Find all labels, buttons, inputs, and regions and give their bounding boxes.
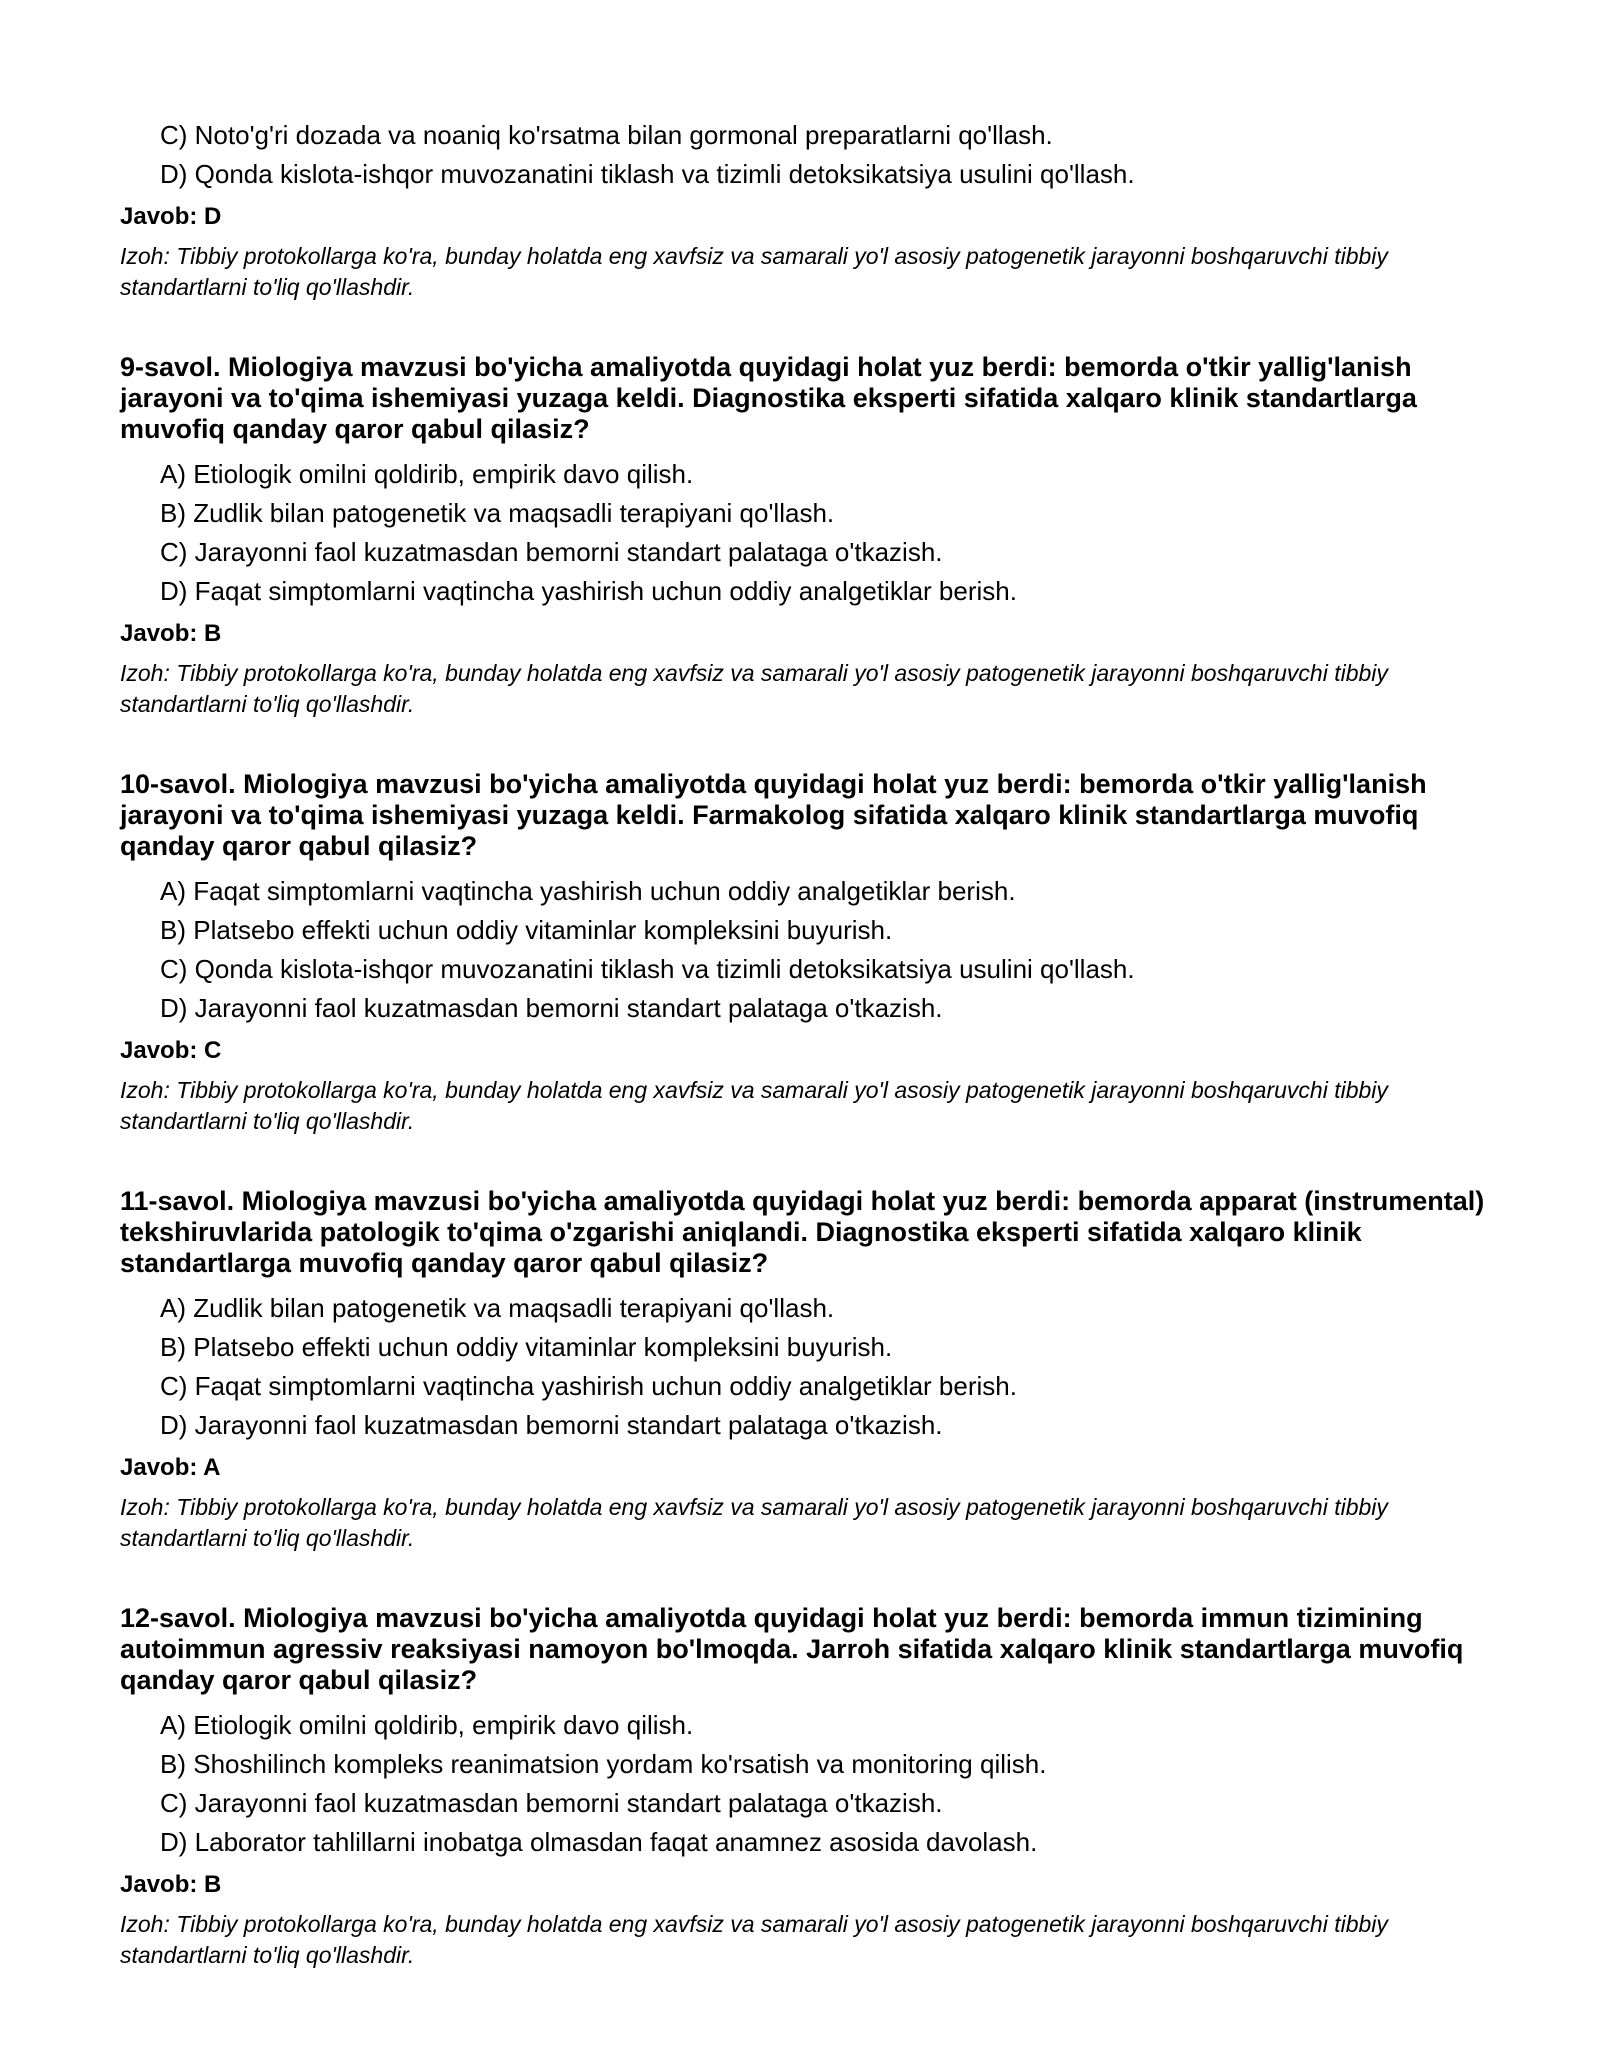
option-c: C) Jarayonni faol kuzatmasdan bemorni standart palataga o'tkazish.: [160, 1788, 943, 1818]
option-d: D) Laborator tahlillarni inobatga olmasdan faqat anamnez asosida davolash.: [160, 1827, 1038, 1857]
explanation-note: Izoh: Tibbiy protokollarga ko'ra, bunday holatda eng xavfsiz va samarali yo'l asosiy patogenetik jarayonni boshqaruvchi tibbiy standartlarni to'liq qo'llashdir.: [120, 1911, 1388, 1968]
question-title: 10-savol. Miologiya mavzusi bo'yicha amaliyotda quyidagi holat yuz berdi: bemorda o'tkir yallig'lanish jarayoni va to'qima ishemiyasi yuzaga keldi. Farmakolog sifatida xalqaro klinik standartlarga muvofiq qanday qaror qabul qilasiz?: [120, 769, 1427, 861]
question-block-9: [120, 352, 1500, 720]
question-title: 9-savol. Miologiya mavzusi bo'yicha amaliyotda quyidagi holat yuz berdi: bemorda o'tkir yallig'lanish jarayoni va to'qima ishemiyasi yuzaga keldi. Diagnostika eksperti sifatida xalqaro klinik standartlarga muvofiq qanday qaror qabul qilasiz?: [120, 352, 1417, 444]
explanation-note: Izoh: Tibbiy protokollarga ko'ra, bunday holatda eng xavfsiz va samarali yo'l asosiy patogenetik jarayonni boshqaruvchi tibbiy standartlarni to'liq qo'llashdir.: [120, 1077, 1388, 1134]
explanation-note: Izoh: Tibbiy protokollarga ko'ra, bunday holatda eng xavfsiz va samarali yo'l asosiy patogenetik jarayonni boshqaruvchi tibbiy standartlarni to'liq qo'llashdir.: [120, 1494, 1388, 1551]
document-page: [120, 120, 1500, 1971]
option-b: B) Zudlik bilan patogenetik va maqsadli terapiyani qo'llash.: [160, 498, 835, 528]
question-block-11: [120, 1186, 1500, 1554]
option-c: C) Noto'g'ri dozada va noaniq ko'rsatma bilan gormonal preparatlarni qo'llash.: [160, 120, 1053, 150]
option-c: C) Faqat simptomlarni vaqtincha yashirish uchun oddiy analgetiklar berish.: [160, 1371, 1017, 1401]
explanation-note: Izoh: Tibbiy protokollarga ko'ra, bunday holatda eng xavfsiz va samarali yo'l asosiy patogenetik jarayonni boshqaruvchi tibbiy standartlarni to'liq qo'llashdir.: [120, 660, 1388, 717]
option-d: D) Jarayonni faol kuzatmasdan bemorni standart palataga o'tkazish.: [160, 993, 943, 1023]
option-d: D) Faqat simptomlarni vaqtincha yashirish uchun oddiy analgetiklar berish.: [160, 576, 1017, 606]
answer-label: Javob: C: [120, 1037, 222, 1064]
question-block-12: [120, 1603, 1500, 1971]
answer-label: Javob: B: [120, 1871, 222, 1898]
question-title: 12-savol. Miologiya mavzusi bo'yicha amaliyotda quyidagi holat yuz berdi: bemorda immun tizimining autoimmun agressiv reaksiyasi namoyon bo'lmoqda. Jarroh sifatida xalqaro klinik standartlarga muvofiq qanday qaror qabul qilasiz?: [120, 1603, 1464, 1695]
option-a: A) Etiologik omilni qoldirib, empirik davo qilish.: [160, 1710, 694, 1740]
option-a: A) Faqat simptomlarni vaqtincha yashirish uchun oddiy analgetiklar berish.: [160, 876, 1016, 906]
option-c: C) Jarayonni faol kuzatmasdan bemorni standart palataga o'tkazish.: [160, 537, 943, 567]
question-title: 11-savol. Miologiya mavzusi bo'yicha amaliyotda quyidagi holat yuz berdi: bemorda apparat (instrumental) tekshiruvlarida patologik to'qima o'zgarishi aniqlandi. Diagnostika eksperti sifatida xalqaro klinik standartlarga muvofiq qanday qaror qabul qilasiz?: [120, 1186, 1485, 1278]
answer-label: Javob: D: [120, 203, 222, 230]
option-b: B) Platsebo effekti uchun oddiy vitaminlar kompleksini buyurish.: [160, 1332, 893, 1362]
option-d: D) Jarayonni faol kuzatmasdan bemorni standart palataga o'tkazish.: [160, 1410, 943, 1440]
question-block-10: [120, 769, 1500, 1137]
question-block-continued: [120, 120, 1500, 303]
option-d: D) Qonda kislota-ishqor muvozanatini tiklash va tizimli detoksikatsiya usulini qo'llash.: [160, 159, 1135, 189]
option-a: A) Etiologik omilni qoldirib, empirik davo qilish.: [160, 459, 694, 489]
option-b: B) Platsebo effekti uchun oddiy vitaminlar kompleksini buyurish.: [160, 915, 893, 945]
option-c: C) Qonda kislota-ishqor muvozanatini tiklash va tizimli detoksikatsiya usulini qo'llash.: [160, 954, 1135, 984]
option-a: A) Zudlik bilan patogenetik va maqsadli terapiyani qo'llash.: [160, 1293, 835, 1323]
answer-label: Javob: A: [120, 1454, 221, 1481]
answer-label: Javob: B: [120, 620, 222, 647]
option-b: B) Shoshilinch kompleks reanimatsion yordam ko'rsatish va monitoring qilish.: [160, 1749, 1047, 1779]
explanation-note: Izoh: Tibbiy protokollarga ko'ra, bunday holatda eng xavfsiz va samarali yo'l asosiy patogenetik jarayonni boshqaruvchi tibbiy standartlarni to'liq qo'llashdir.: [120, 243, 1388, 300]
